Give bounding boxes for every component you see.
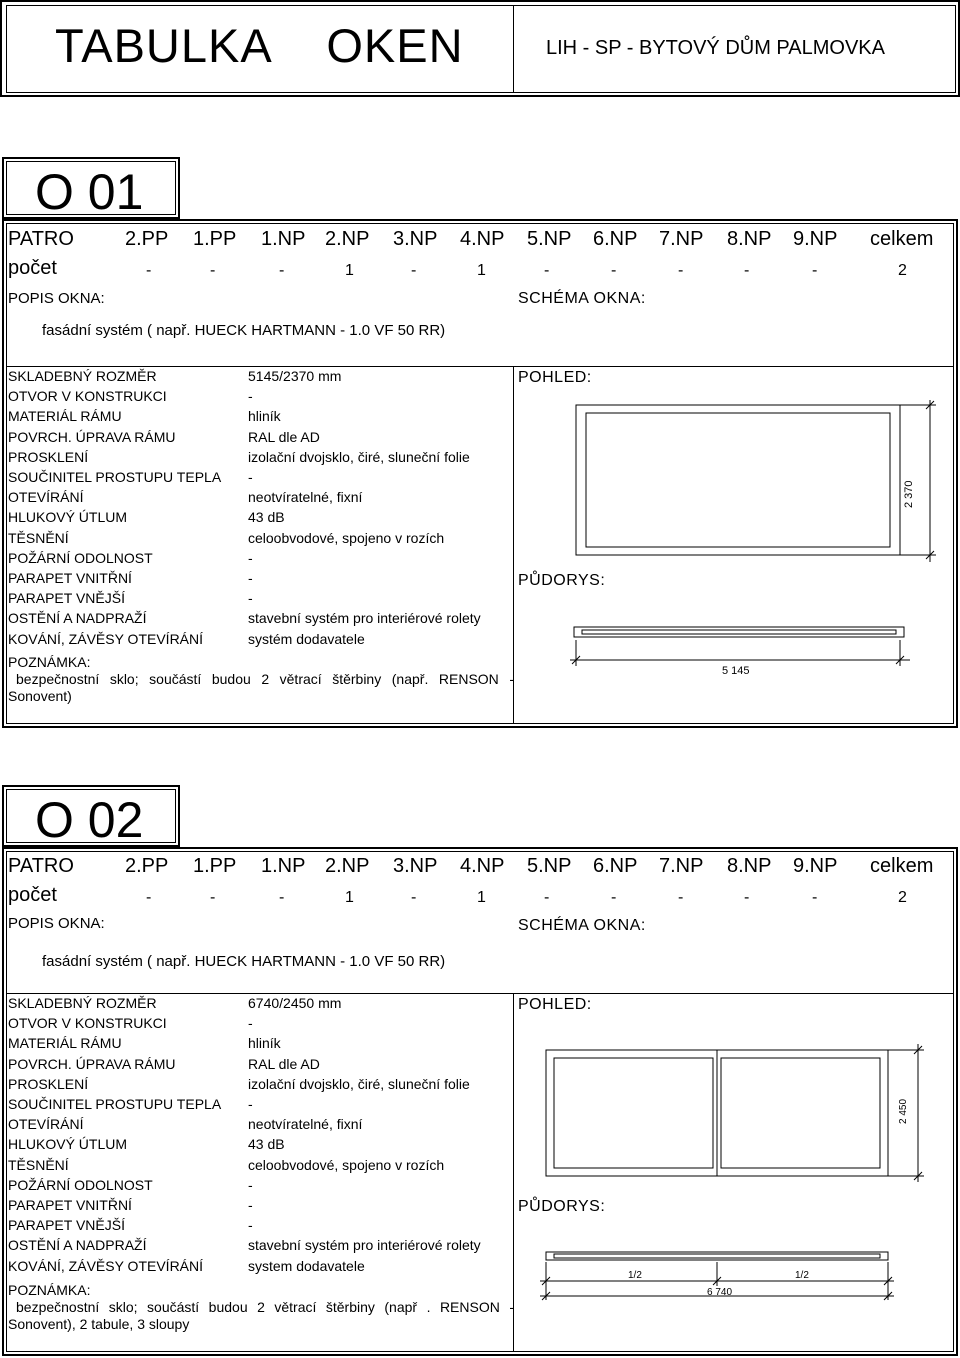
floor-header-cell: 4.NP [460, 855, 505, 877]
note-text: bezpečnostní sklo; součástí budou 2 větrací štěrbiny (např. RENSON - Sonovent) [8, 671, 514, 704]
count-total: 2 [898, 262, 907, 279]
description: fasádní systém ( např. HUECK HARTMANN - 1.0 VF 50 RR) [42, 953, 446, 970]
count-cell: - [812, 889, 818, 906]
floor-header-cell: 2.NP [325, 855, 370, 877]
celkem-label: celkem [870, 228, 934, 250]
property-value: neotvíratelné, fixní [248, 489, 363, 506]
floor-header-cell: 6.NP [593, 855, 638, 877]
property-value: systém dodavatele [248, 630, 365, 647]
property-name: SOUČINITEL PROSTUPU TEPLA [8, 1096, 222, 1112]
property-name: KOVÁNÍ, ZÁVĚSY OTEVÍRÁNÍ [8, 630, 204, 647]
property-name: PROSKLENÍ [8, 448, 89, 465]
floor-header-cell: 7.NP [659, 855, 704, 877]
floor-header-cell: 2.PP [125, 228, 169, 250]
schema-label: SCHÉMA OKNA: [518, 917, 646, 934]
floor-header-cell: 1.NP [261, 228, 306, 250]
plan-glass [554, 1254, 880, 1258]
property-value: - [248, 549, 253, 566]
floor-header-cell: 3.NP [393, 855, 438, 877]
floor-header-cell: 8.NP [727, 855, 772, 877]
property-name: POŽÁRNÍ ODOLNOST [8, 549, 153, 566]
window-title: O 01 [35, 164, 144, 220]
count-cell: 1 [477, 889, 486, 906]
width-dimension-label: 5 145 [722, 665, 750, 677]
count-cell: 1 [345, 889, 354, 906]
property-value: RAL dle AD [248, 428, 320, 445]
pudorys-label: PŮDORYS: [518, 572, 606, 589]
count-cell: 1 [345, 262, 354, 279]
height-dimension-label: 2 450 [898, 1098, 909, 1124]
property-value: celoobvodové, spojeno v rozích [248, 529, 445, 546]
count-cell: - [279, 889, 285, 906]
property-value: stavební systém pro interiérové rolety [248, 610, 481, 627]
property-value: - [248, 1197, 253, 1213]
floor-header-cell: 8.NP [727, 228, 772, 250]
floor-header-cell: 9.NP [793, 855, 838, 877]
height-dimension-label: 2 370 [903, 480, 915, 508]
property-value: 6740/2450 mm [248, 995, 342, 1011]
pocet-label: počet [8, 884, 57, 906]
property-name: SOUČINITEL PROSTUPU TEPLA [8, 469, 222, 485]
property-value: 43 dB [248, 1136, 285, 1153]
floor-header-cell: 1.PP [193, 228, 237, 250]
property-name: OTVOR V KONSTRUKCI [8, 1015, 167, 1032]
property-value: neotvíratelné, fixní [248, 1116, 363, 1133]
property-value: - [248, 570, 253, 586]
pane-label-left: 1/2 [628, 1270, 642, 1281]
property-name: SKLADEBNÝ ROZMĚR [8, 368, 157, 384]
poznamka-label: POZNÁMKA: [8, 1282, 91, 1298]
floor-header-cell: 1.NP [261, 855, 306, 877]
count-cell: - [678, 262, 684, 279]
count-cell: - [611, 262, 617, 279]
property-value: stavební systém pro interiérové rolety [248, 1237, 481, 1254]
popis-label: POPIS OKNA: [8, 290, 105, 307]
pohled-label: POHLED: [518, 996, 592, 1013]
floor-header-cell: 2.NP [325, 228, 370, 250]
pocet-label: počet [8, 257, 57, 279]
property-name: OSTĚNÍ A NADPRAŽÍ [8, 610, 147, 627]
count-cell: 1 [477, 262, 486, 279]
property-value: - [248, 590, 253, 607]
property-name: KOVÁNÍ, ZÁVĚSY OTEVÍRÁNÍ [8, 1257, 204, 1274]
patro-label: PATRO [8, 855, 74, 877]
property-value: celoobvodové, spojeno v rozích [248, 1156, 445, 1173]
floor-header-cell: 3.NP [393, 228, 438, 250]
property-name: POVRCH. ÚPRAVA RÁMU [8, 428, 176, 445]
schema-label: SCHÉMA OKNA: [518, 290, 646, 307]
property-value: - [248, 1015, 253, 1032]
property-name: OSTĚNÍ A NADPRAŽÍ [8, 1237, 147, 1254]
floor-header-cell: 7.NP [659, 228, 704, 250]
property-name: HLUKOVÝ ÚTLUM [8, 509, 128, 526]
property-name: POVRCH. ÚPRAVA RÁMU [8, 1055, 176, 1072]
property-name: PARAPET VNITŘNÍ [8, 570, 132, 586]
property-name: PARAPET VNĚJŠÍ [8, 590, 125, 607]
count-cell: - [678, 889, 684, 906]
property-value: - [248, 1217, 253, 1234]
poznamka-label: POZNÁMKA: [8, 654, 91, 670]
count-cell: - [812, 262, 818, 279]
floor-header-cell: 2.PP [125, 855, 169, 877]
property-name: PROSKLENÍ [8, 1075, 89, 1092]
property-value: izolační dvojsklo, čiré, sluneční folie [248, 1075, 470, 1092]
property-name: SKLADEBNÝ ROZMĚR [8, 995, 157, 1011]
property-value: - [248, 1176, 253, 1193]
pohled-label: POHLED: [518, 369, 592, 386]
count-cell: - [611, 889, 617, 906]
window-glass-pane-left [554, 1058, 713, 1168]
property-value: hliník [248, 408, 281, 425]
count-cell: - [210, 889, 216, 906]
property-name: OTEVÍRÁNÍ [8, 489, 84, 506]
count-cell: - [411, 262, 417, 279]
project-name: LIH - SP - BYTOVÝ DŮM PALMOVKA [546, 37, 885, 59]
floor-header-cell: 9.NP [793, 228, 838, 250]
floor-header-cell: 6.NP [593, 228, 638, 250]
property-value: hliník [248, 1035, 281, 1052]
count-cell: - [744, 889, 750, 906]
property-name: OTVOR V KONSTRUKCI [8, 388, 167, 405]
floor-header-cell: 5.NP [527, 855, 572, 877]
property-name: MATERIÁL RÁMU [8, 1035, 122, 1052]
property-value: 5145/2370 mm [248, 368, 342, 384]
count-cell: - [544, 262, 550, 279]
pudorys-label: PŮDORYS: [518, 1198, 606, 1215]
width-dimension-label: 6 740 [707, 1287, 733, 1298]
property-value: - [248, 469, 253, 485]
pane-label-right: 1/2 [795, 1270, 809, 1281]
property-value: system dodavatele [248, 1257, 365, 1274]
property-value: izolační dvojsklo, čiré, sluneční folie [248, 448, 470, 465]
property-name: PARAPET VNĚJŠÍ [8, 1217, 125, 1234]
count-cell: - [279, 262, 285, 279]
property-value: 43 dB [248, 509, 285, 526]
document-title: TABULKA OKEN [55, 19, 464, 72]
count-cell: - [544, 889, 550, 906]
property-name: TĚSNĚNÍ [8, 529, 69, 546]
property-name: MATERIÁL RÁMU [8, 408, 122, 425]
count-total: 2 [898, 889, 907, 906]
property-name: POŽÁRNÍ ODOLNOST [8, 1176, 153, 1193]
property-value: - [248, 388, 253, 405]
window-title: O 02 [35, 792, 144, 848]
floor-header-cell: 4.NP [460, 228, 505, 250]
patro-label: PATRO [8, 228, 74, 250]
count-cell: - [146, 262, 152, 279]
floor-header-cell: 5.NP [527, 228, 572, 250]
description: fasádní systém ( např. HUECK HARTMANN - 1.0 VF 50 RR) [42, 322, 446, 339]
celkem-label: celkem [870, 855, 934, 877]
property-name: TĚSNĚNÍ [8, 1156, 69, 1173]
count-cell: - [210, 262, 216, 279]
count-cell: - [411, 889, 417, 906]
property-name: OTEVÍRÁNÍ [8, 1116, 84, 1133]
window-glass-pane-right [721, 1058, 880, 1168]
property-value: - [248, 1096, 253, 1112]
property-value: RAL dle AD [248, 1055, 320, 1072]
popis-label: POPIS OKNA: [8, 915, 105, 932]
property-name: PARAPET VNITŘNÍ [8, 1197, 132, 1213]
note-text: bezpečnostní sklo; součástí budou 2 větrací štěrbiny (např . RENSON - Sonovent), 2 tabule, 3 sloupy [8, 1299, 514, 1332]
count-cell: - [744, 262, 750, 279]
count-cell: - [146, 889, 152, 906]
property-name: HLUKOVÝ ÚTLUM [8, 1136, 128, 1153]
floor-header-cell: 1.PP [193, 855, 237, 877]
